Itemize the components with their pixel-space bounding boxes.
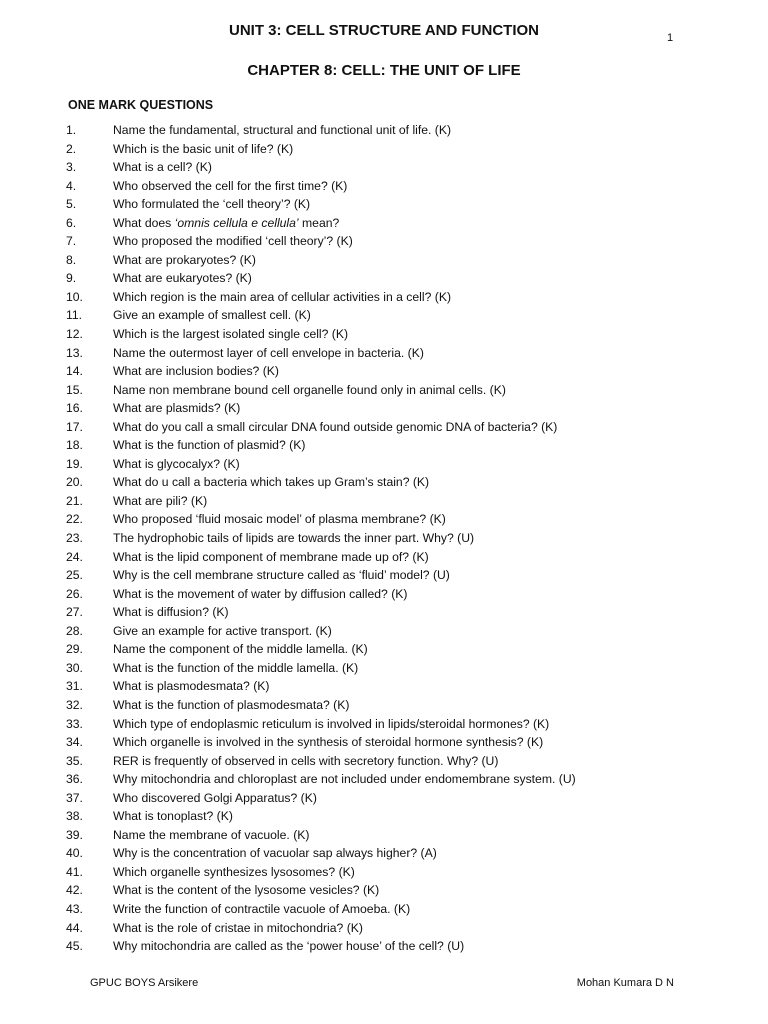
question-item <box>0 696 768 715</box>
question-number: 7. <box>66 234 77 249</box>
question-number: 1. <box>66 123 77 137</box>
question-text: Why is the cell membrane structure called as ‘fluid’ model? (U) <box>113 568 450 583</box>
question-item <box>0 455 768 474</box>
question-number: 28. <box>66 623 83 638</box>
question-text-part: What does <box>113 215 175 230</box>
question-item <box>0 232 768 251</box>
question-number: 21. <box>66 493 83 508</box>
question-item <box>0 789 768 808</box>
question-text: Which is the largest isolated single cell? (K) <box>113 327 349 342</box>
question-item <box>0 585 768 604</box>
question-number: 24. <box>66 549 83 564</box>
question-item <box>0 715 768 734</box>
question-item <box>0 399 768 418</box>
question-number: 36. <box>66 772 83 787</box>
footer-author: Mohan Kumara D N <box>576 977 674 989</box>
question-text: What is the function of plasmid? (K) <box>113 438 306 453</box>
question-item <box>0 640 768 659</box>
question-item <box>0 251 768 270</box>
question-text: Name the fundamental, structural and functional unit of life. (K) <box>113 123 452 137</box>
question-item <box>0 121 768 140</box>
question-item <box>0 362 768 381</box>
question-number: 18. <box>66 438 83 453</box>
question-text: What is a cell? (K) <box>113 160 212 175</box>
section-heading: ONE MARK QUESTIONS <box>68 98 214 112</box>
question-text: Which is the basic unit of life? (K) <box>113 141 294 156</box>
question-item <box>0 140 768 159</box>
question-text: What is diffusion? (K) <box>113 605 229 620</box>
question-item <box>0 566 768 585</box>
question-item <box>0 177 768 196</box>
question-text: What is glycocalyx? (K) <box>113 456 240 471</box>
question-item <box>0 826 768 845</box>
question-item <box>0 436 768 455</box>
question-text: Give an example of smallest cell. (K) <box>113 308 311 323</box>
question-item <box>0 529 768 548</box>
question-number: 17. <box>66 419 83 434</box>
question-text: Which region is the main area of cellular activities in a cell? (K) <box>113 289 452 304</box>
question-number: 33. <box>66 716 83 731</box>
question-text: What is the role of cristae in mitochondria? (K) <box>113 920 363 935</box>
question-item <box>0 919 768 938</box>
question-text: Name the component of the middle lamella. (K) <box>113 642 368 657</box>
question-item <box>0 214 768 233</box>
question-number: 29. <box>66 642 83 657</box>
question-text: Which organelle synthesizes lysosomes? (K) <box>113 864 355 879</box>
question-number: 38. <box>66 809 83 824</box>
question-text: What is plasmodesmata? (K) <box>113 679 270 694</box>
question-number: 23. <box>66 531 83 546</box>
question-item <box>0 473 768 492</box>
question-text: Who formulated the ‘cell theory’? (K) <box>113 197 311 212</box>
question-text: Why mitochondria and chloroplast are not included under endomembrane system. (U) <box>113 772 576 787</box>
question-text: Give an example for active transport. (K) <box>113 623 332 638</box>
chapter-title: CHAPTER 8: CELL: THE UNIT OF LIFE <box>247 62 521 79</box>
question-number: 42. <box>66 883 83 898</box>
question-text: What are inclusion bodies? (K) <box>113 364 279 379</box>
question-number: 6. <box>66 215 77 230</box>
question-text: What is tonoplast? (K) <box>113 809 233 824</box>
question-number: 8. <box>66 252 77 267</box>
question-text: What is the content of the lysosome vesicles? (K) <box>113 883 380 898</box>
question-item <box>0 510 768 529</box>
question-item <box>0 195 768 214</box>
question-item <box>0 733 768 752</box>
question-text: Name non membrane bound cell organelle found only in animal cells. (K) <box>113 382 506 397</box>
question-number: 2. <box>66 141 77 156</box>
question-text: Which organelle is involved in the synthesis of steroidal hormone synthesis? (K) <box>113 735 544 750</box>
question-number: 25. <box>66 568 83 583</box>
question-text: What are plasmids? (K) <box>113 401 241 416</box>
question-number: 30. <box>66 660 83 675</box>
question-number: 31. <box>66 679 83 694</box>
question-text: What do you call a small circular DNA found outside genomic DNA of bacteria? (K) <box>113 419 558 434</box>
question-text: Who proposed the modified ‘cell theory’? (K) <box>113 234 353 249</box>
question-number: 14. <box>66 364 83 379</box>
question-item <box>0 844 768 863</box>
question-text: Who observed the cell for the first time? (K) <box>113 178 348 193</box>
question-item <box>0 325 768 344</box>
question-item <box>0 659 768 678</box>
question-number: 16. <box>66 401 83 416</box>
question-item <box>0 603 768 622</box>
question-text: What are prokaryotes? (K) <box>113 252 256 267</box>
question-item <box>0 269 768 288</box>
question-text: Why mitochondria are called as the ‘power house’ of the cell? (U) <box>113 939 465 954</box>
question-text: What is the function of the middle lamella. (K) <box>113 660 359 675</box>
question-text: RER is frequently of observed in cells with secretory function. Why? (U) <box>113 753 499 768</box>
question-number: 5. <box>66 197 77 212</box>
question-number: 22. <box>66 512 83 527</box>
question-text: Write the function of contractile vacuole of Amoeba. (K) <box>113 901 411 916</box>
page-number: 1 <box>667 32 674 44</box>
question-number: 26. <box>66 586 83 601</box>
question-item <box>0 937 768 956</box>
question-text: What is the lipid component of membrane made up of? (K) <box>113 549 429 564</box>
question-number: 41. <box>66 864 83 879</box>
question-text: What do u call a bacteria which takes up Gram’s stain? (K) <box>113 475 430 490</box>
question-number: 20. <box>66 475 83 490</box>
question-item <box>0 677 768 696</box>
question-number: 12. <box>66 327 83 342</box>
question-number: 43. <box>66 901 83 916</box>
question-number: 27. <box>66 605 83 620</box>
question-number: 34. <box>66 735 83 750</box>
question-number: 9. <box>66 271 77 286</box>
question-number: 11. <box>66 308 83 323</box>
question-item <box>0 622 768 641</box>
question-text: Name the outermost layer of cell envelope in bacteria. (K) <box>113 345 424 360</box>
question-item <box>0 900 768 919</box>
question-number: 39. <box>66 827 83 842</box>
question-number: 10. <box>66 289 83 304</box>
question-text: What are eukaryotes? (K) <box>113 271 252 286</box>
question-text-italic: ‘omnis cellula e cellula’ <box>174 215 299 230</box>
question-item <box>0 881 768 900</box>
question-item <box>0 158 768 177</box>
question-number: 3. <box>66 160 77 175</box>
question-text <box>113 214 339 233</box>
question-number: 32. <box>66 697 83 712</box>
question-item <box>0 807 768 826</box>
question-item <box>0 306 768 325</box>
question-number: 15. <box>66 382 83 397</box>
question-text: The hydrophobic tails of lipids are towards the inner part. Why? (U) <box>113 531 475 546</box>
question-number: 13. <box>66 345 83 360</box>
question-text: What is the movement of water by diffusion called? (K) <box>113 586 408 601</box>
question-item <box>0 752 768 771</box>
question-number: 44. <box>66 920 83 935</box>
question-number: 19. <box>66 456 83 471</box>
footer-school: GPUC BOYS Arsikere <box>90 977 199 989</box>
question-item <box>0 548 768 567</box>
question-item <box>0 344 768 363</box>
question-number: 35. <box>66 753 83 768</box>
question-text: What are pili? (K) <box>113 493 208 508</box>
question-item <box>0 863 768 882</box>
question-item <box>0 288 768 307</box>
question-item <box>0 492 768 511</box>
question-text: Who discovered Golgi Apparatus? (K) <box>113 790 317 805</box>
question-text: Who proposed ‘fluid mosaic model’ of plasma membrane? (K) <box>113 512 446 527</box>
question-text: What is the function of plasmodesmata? (K) <box>113 697 350 712</box>
question-list <box>0 121 768 956</box>
question-text: Name the membrane of vacuole. (K) <box>113 827 310 842</box>
question-item <box>0 418 768 437</box>
question-item <box>0 381 768 400</box>
question-number: 37. <box>66 790 83 805</box>
question-item <box>0 770 768 789</box>
question-text: Why is the concentration of vacuolar sap always higher? (A) <box>113 846 437 861</box>
unit-title: UNIT 3: CELL STRUCTURE AND FUNCTION <box>229 22 539 39</box>
question-number: 45. <box>66 939 83 954</box>
question-number: 40. <box>66 846 83 861</box>
question-text: Which type of endoplasmic reticulum is involved in lipids/steroidal hormones? (K) <box>113 716 550 731</box>
question-number: 4. <box>66 178 77 193</box>
question-text-part: mean? <box>298 215 340 230</box>
